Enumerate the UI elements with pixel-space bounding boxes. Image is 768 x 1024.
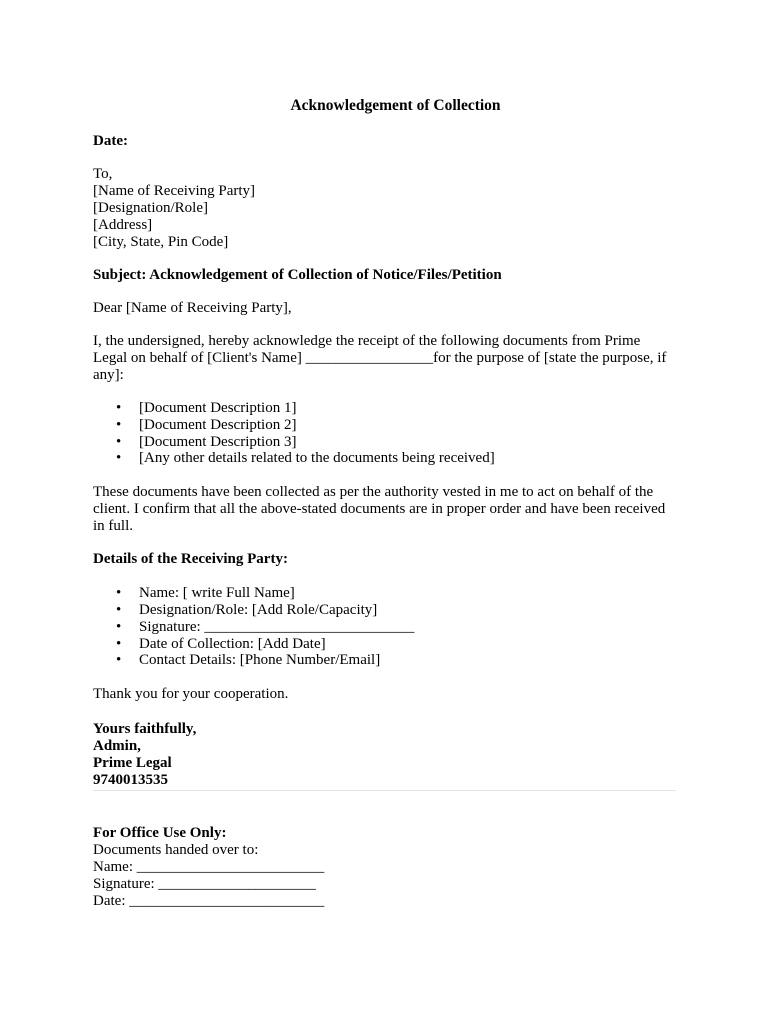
document-title: Acknowledgement of Collection bbox=[290, 97, 501, 114]
company-phone: 9740013535 bbox=[93, 772, 168, 789]
salutation: Dear [Name of Receiving Party], bbox=[93, 300, 292, 316]
intro-paragraph: I, the undersigned, hereby acknowledge the receipt of the following documents from Prime Legal on behalf of [Client's Name] _________________for the purpose of [state the purpose, if any]: bbox=[93, 333, 667, 383]
address-street: [Address] bbox=[93, 217, 153, 233]
address-to: To, bbox=[93, 166, 113, 182]
office-date-field: Date: __________________________ bbox=[93, 893, 325, 910]
sign-off: Yours faithfully, bbox=[93, 721, 197, 738]
document-list bbox=[93, 400, 676, 467]
closing-block bbox=[93, 721, 676, 789]
bullet-icon: • bbox=[116, 601, 122, 618]
signer-role: Admin, bbox=[93, 738, 141, 755]
office-name-field: Name: _________________________ bbox=[93, 859, 325, 876]
document-page bbox=[93, 96, 676, 910]
subject-line: Subject: Acknowledgement of Collection of Notice/Files/Petition bbox=[93, 267, 502, 283]
office-signature-field: Signature: _____________________ bbox=[93, 876, 316, 893]
list-item: • Name: [ write Full Name] bbox=[116, 585, 295, 602]
bullet-icon: • bbox=[116, 635, 122, 652]
office-handed-over: Documents handed over to: bbox=[93, 842, 259, 859]
thanks-line: Thank you for your cooperation. bbox=[93, 686, 289, 703]
confirmation-paragraph: These documents have been collected as per the authority vested in me to act on behalf of the client. I confirm that all the above-stated documents are in proper order and have been received in full. bbox=[93, 484, 666, 535]
bullet-icon: • bbox=[116, 450, 122, 467]
address-city: [City, State, Pin Code] bbox=[93, 234, 229, 250]
company-name: Prime Legal bbox=[93, 755, 172, 772]
bullet-icon: • bbox=[116, 433, 122, 450]
list-item: • Designation/Role: [Add Role/Capacity] bbox=[116, 601, 378, 618]
office-use-heading: For Office Use Only: bbox=[93, 825, 227, 842]
list-item: • [Document Description 3] bbox=[116, 433, 297, 450]
date-label: Date: bbox=[93, 133, 128, 149]
list-item: • [Document Description 2] bbox=[116, 416, 297, 433]
bullet-icon: • bbox=[116, 652, 122, 669]
bullet-icon: • bbox=[116, 400, 122, 416]
office-use-block bbox=[93, 825, 676, 910]
list-item: • Date of Collection: [Add Date] bbox=[116, 635, 326, 652]
address-name: [Name of Receiving Party] bbox=[93, 183, 256, 199]
list-item: • [Document Description 1] bbox=[116, 400, 297, 416]
list-item: • Signature: ____________________________ bbox=[116, 618, 415, 635]
address-designation: [Designation/Role] bbox=[93, 200, 208, 216]
receiving-party-heading: Details of the Receiving Party: bbox=[93, 551, 288, 568]
bullet-icon: • bbox=[116, 416, 122, 433]
receiving-party-list bbox=[93, 585, 676, 669]
recipient-address-block bbox=[93, 166, 676, 251]
list-item: • Contact Details: [Phone Number/Email] bbox=[116, 652, 381, 669]
bullet-icon: • bbox=[116, 585, 122, 602]
section-divider bbox=[93, 790, 676, 791]
bullet-icon: • bbox=[116, 618, 122, 635]
list-item: • [Any other details related to the documents being received] bbox=[116, 450, 495, 467]
